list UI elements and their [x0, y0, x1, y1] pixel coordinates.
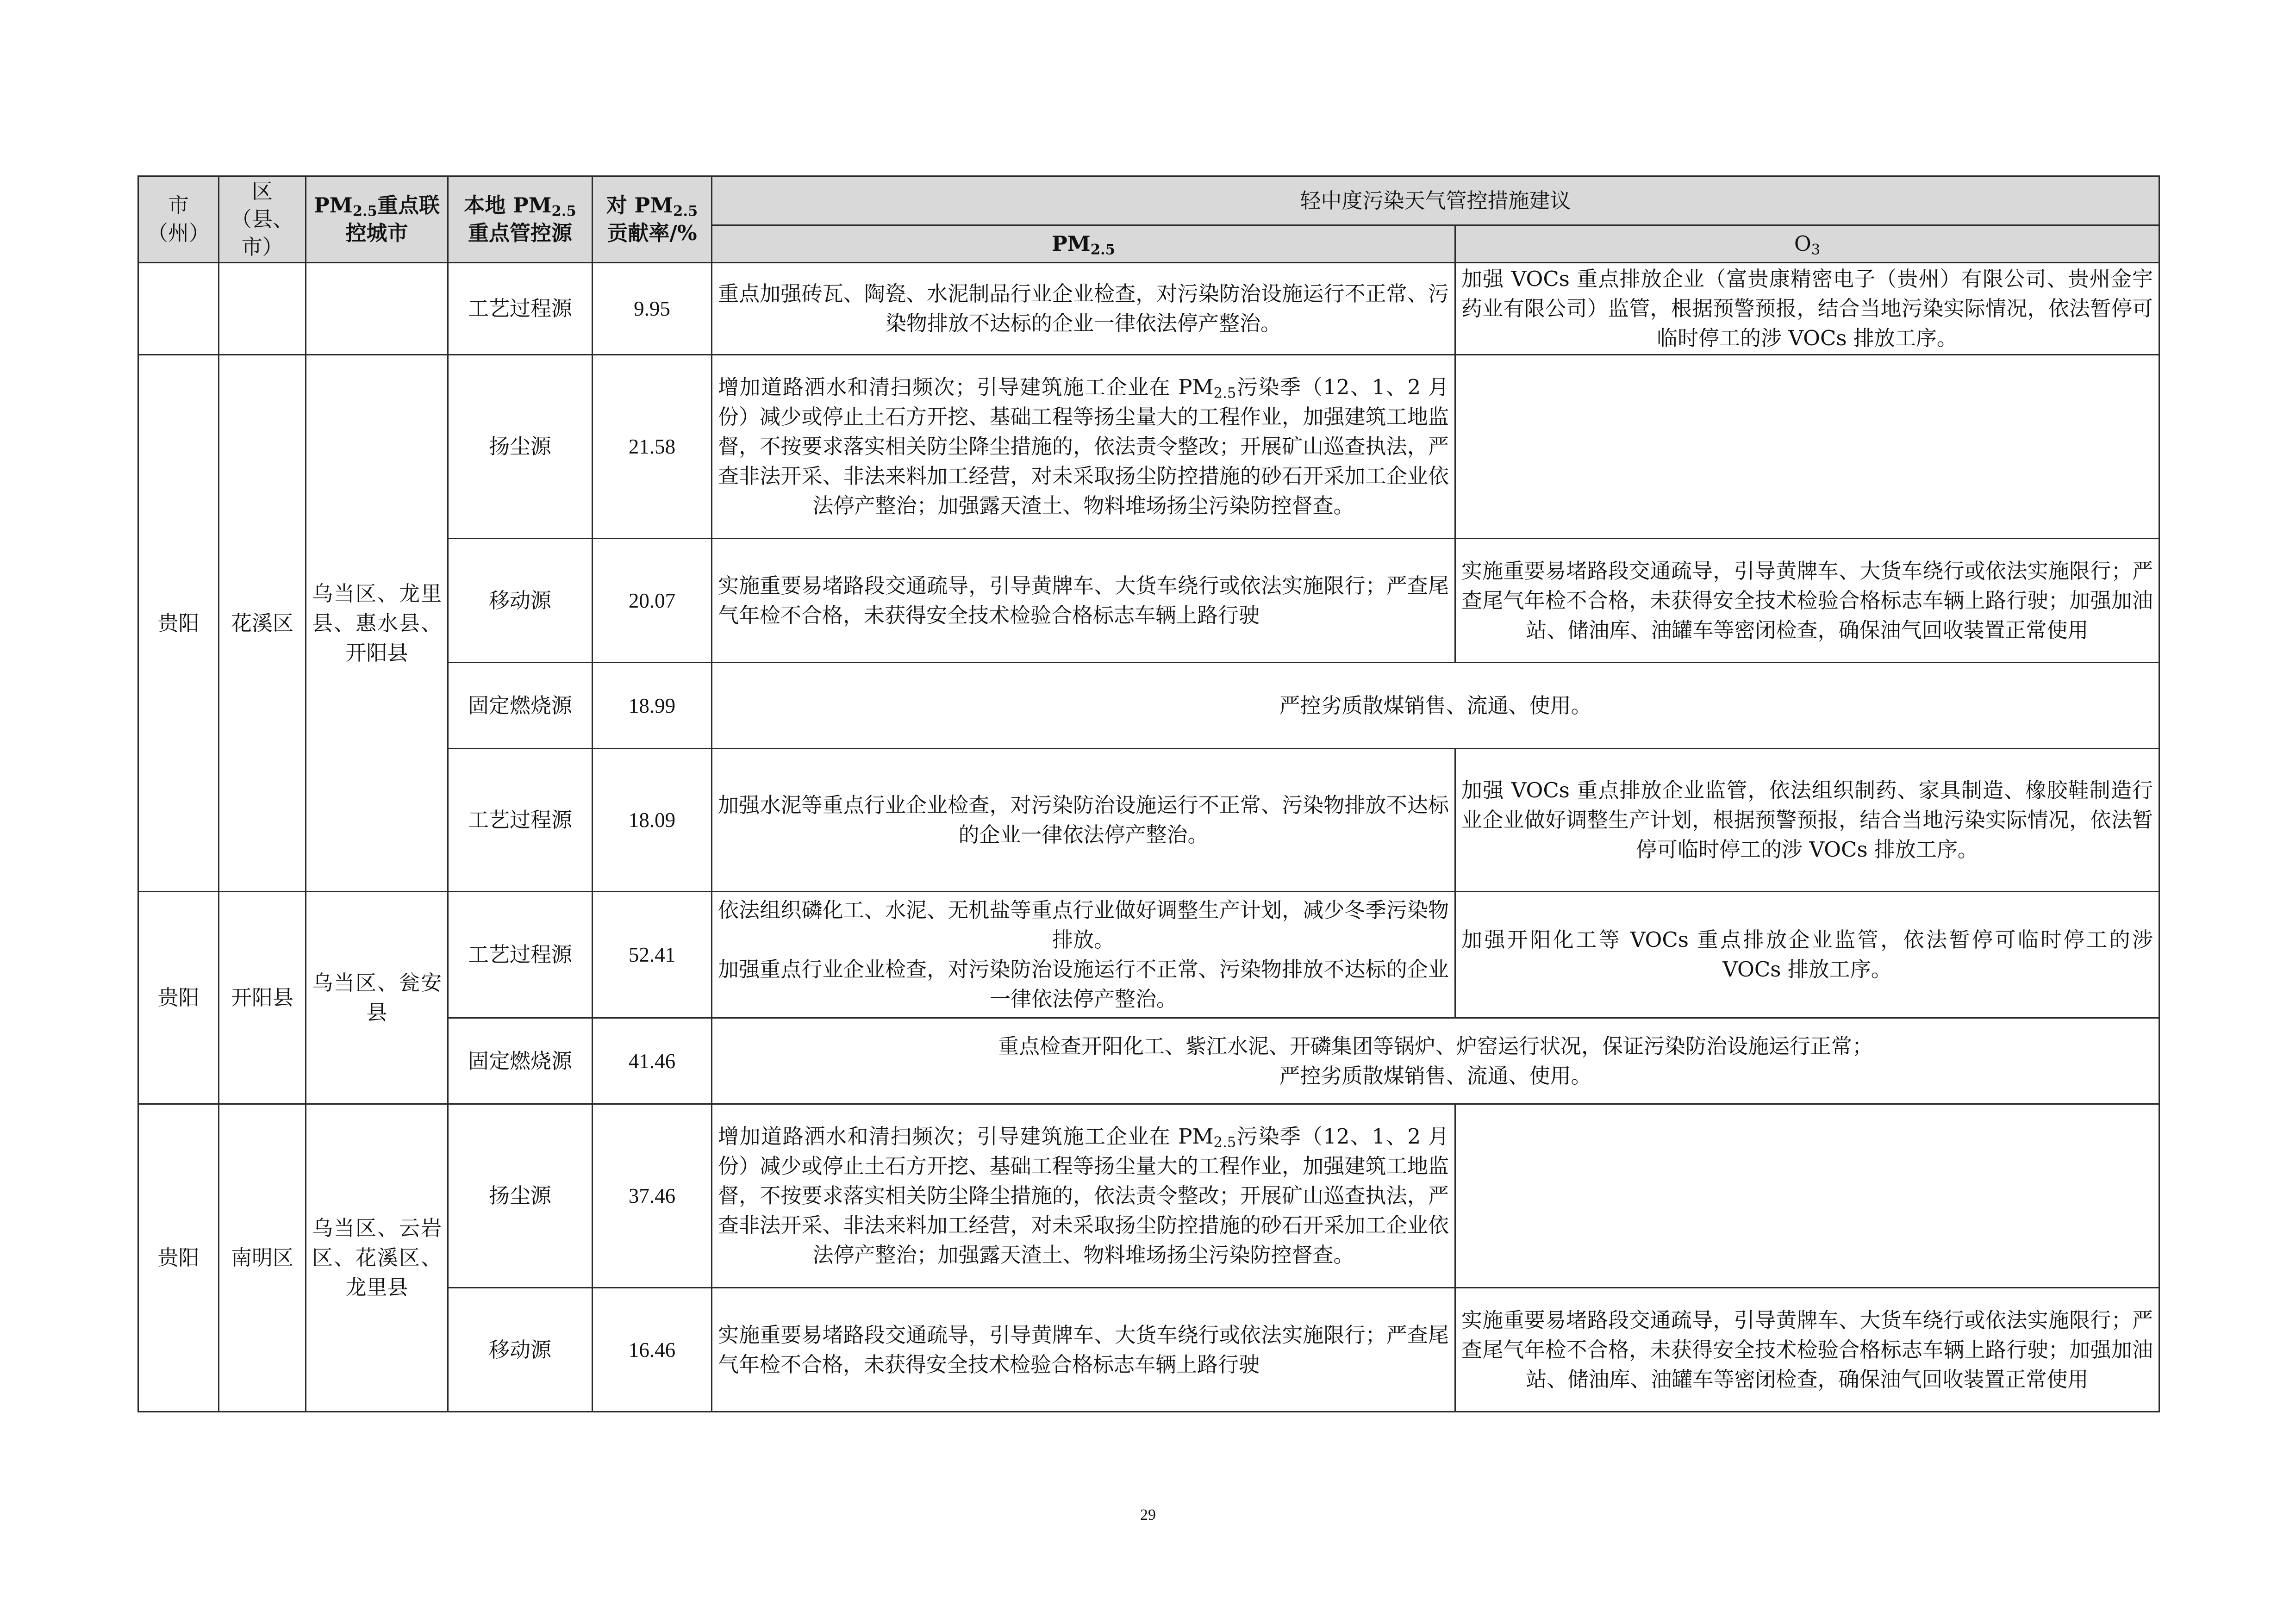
cell-o3-measure: 加强 VOCs 重点排放企业（富贵康精密电子（贵州）有限公司、贵州金宇药业有限公司）监管，根据预警预报，结合当地污染实际情况，依法暂停可临时停工的涉 VOCs 排放工序。: [1455, 263, 2159, 355]
cell-contrib: 21.58: [593, 355, 712, 539]
cell-source: 工艺过程源: [448, 892, 593, 1018]
cell-city-empty: [138, 263, 219, 355]
pm-paragraph-2: 加强重点行业企业检查，对污染防治设施运行不正常、污染物排放不达标的企业一律依法停产整治。: [718, 957, 1449, 1011]
cell-o3-measure: [1455, 355, 2159, 539]
cell-contrib: 9.95: [593, 263, 712, 355]
cell-city: 贵阳: [138, 1104, 219, 1412]
cell-city: 贵阳: [138, 355, 219, 892]
header-city-label: 市（州）: [147, 193, 210, 245]
header-city: [138, 176, 219, 263]
cell-linked: 乌当区、瓮安县: [306, 892, 448, 1104]
header-contrib: [593, 176, 712, 263]
pm-text-a: 增加道路洒水和清扫频次；引导建筑施工企业在 PM: [718, 1124, 1214, 1149]
header-o3-sub: 3: [1811, 242, 1821, 258]
header-contrib-post: 贡献率/%: [607, 221, 697, 245]
cell-contrib: 18.99: [593, 663, 712, 749]
cell-o3-measure: 加强 VOCs 重点排放企业监管，依法组织制药、家具制造、橡胶鞋制造行业企业做好调整生产计划，根据预警预报，结合当地污染实际情况，依法暂停可临时停工的涉 VOCs 排放工序。: [1455, 749, 2159, 892]
cell-city: 贵阳: [138, 892, 219, 1104]
cell-district: 开阳县: [219, 892, 306, 1104]
cell-source: 工艺过程源: [448, 749, 593, 892]
cell-linked-empty: [306, 263, 448, 355]
header-contrib-sub: 2.5: [673, 203, 698, 220]
cell-source: 移动源: [448, 1288, 593, 1412]
header-linked-sub: 2.5: [352, 203, 377, 220]
header-o3: [1455, 225, 2159, 263]
cell-o3-measure: 加强开阳化工等 VOCs 重点排放企业监管，依法暂停可临时停工的涉 VOCs 排放工序。: [1455, 892, 2159, 1018]
cell-pm-measure: [712, 355, 1455, 539]
pm-text-a: 增加道路洒水和清扫频次；引导建筑施工企业在 PM: [718, 375, 1214, 399]
cell-merged-measure: [712, 1018, 2159, 1104]
cell-contrib: 37.46: [593, 1104, 712, 1288]
cell-o3-measure: 实施重要易堵路段交通疏导，引导黄牌车、大货车绕行或依法实施限行；严查尾气年检不合格，未获得安全技术检验合格标志车辆上路行驶；加强加油站、储油库、油罐车等密闭检查，确保油气回收装置正常使用: [1455, 539, 2159, 663]
cell-pm-measure: 重点加强砖瓦、陶瓷、水泥制品行业企业检查，对污染防治设施运行不正常、污染物排放不达标的企业一律依法停产整治。: [712, 263, 1455, 355]
header-measures: [712, 176, 2159, 225]
table-row: [138, 1104, 2159, 1288]
pm-paragraph-1: 依法组织磷化工、水泥、无机盐等重点行业做好调整生产计划，减少冬季污染物排放。: [718, 898, 1449, 952]
header-source-sub: 2.5: [551, 203, 576, 220]
cell-district: 花溪区: [219, 355, 306, 892]
table-row: [138, 355, 2159, 539]
header-linked-city: [306, 176, 448, 263]
cell-district: 南明区: [219, 1104, 306, 1412]
cell-pm-measure: 实施重要易堵路段交通疏导，引导黄牌车、大货车绕行或依法实施限行；严查尾气年检不合格，未获得安全技术检验合格标志车辆上路行驶: [712, 539, 1455, 663]
header-o3-pre: O: [1794, 231, 1811, 256]
cell-pm-measure: [712, 1104, 1455, 1288]
cell-pm-measure: [712, 892, 1455, 1018]
cell-linked: 乌当区、云岩区、花溪区、龙里县: [306, 1104, 448, 1412]
header-source-post: 重点管控源: [468, 221, 572, 245]
header-pm-pre: PM: [1052, 231, 1091, 256]
pm-text-b: 污染季（12、1、2 月份）减少或停止土石方开挖、基础工程等扬尘量大的工程作业，加强建筑工地监督，不按要求落实相关防尘降尘措施的，依法责令整改；开展矿山巡查执法，严查非法开采、非法来料加工经营，对未采取扬尘防控措施的砂石开采加工企业依法停产整治；加强露天渣土、物料堆场扬尘污染防控督查。: [718, 375, 1449, 518]
cell-source: 固定燃烧源: [448, 1018, 593, 1104]
cell-contrib: 16.46: [593, 1288, 712, 1412]
cell-district-empty: [219, 263, 306, 355]
cell-linked: 乌当区、龙里县、惠水县、开阳县: [306, 355, 448, 892]
header-linked-pre: PM: [314, 193, 353, 218]
pm-text-b: 污染季（12、1、2 月份）减少或停止土石方开挖、基础工程等扬尘量大的工程作业，加强建筑工地监督，不按要求落实相关防尘降尘措施的，依法责令整改；开展矿山巡查执法，严查非法开采、非法来料加工经营，对未采取扬尘防控措施的砂石开采加工企业依法停产整治；加强露天渣土、物料堆场扬尘污染防控督查。: [718, 1124, 1449, 1267]
cell-pm-measure: 实施重要易堵路段交通疏导，引导黄牌车、大货车绕行或依法实施限行；严查尾气年检不合格，未获得安全技术检验合格标志车辆上路行驶: [712, 1288, 1455, 1412]
cell-source: 扬尘源: [448, 1104, 593, 1288]
header-district-label: 区（县、市）: [231, 179, 293, 259]
table-row: [138, 263, 2159, 355]
header-source-pre: 本地 PM: [464, 193, 552, 218]
measures-table: [137, 175, 2160, 1412]
table-row: [138, 892, 2159, 1018]
cell-pm-measure: 加强水泥等重点行业企业检查，对污染防治设施运行不正常、污染物排放不达标的企业一律依法停产整治。: [712, 749, 1455, 892]
cell-contrib: 41.46: [593, 1018, 712, 1104]
header-source: [448, 176, 593, 263]
pm-text-sub: 2.5: [1213, 1134, 1236, 1151]
page-number: 29: [1140, 1506, 1156, 1524]
header-pm25: [712, 225, 1455, 263]
header-row-1: [138, 176, 2159, 225]
cell-source: 固定燃烧源: [448, 663, 593, 749]
merged-paragraph-2: 严控劣质散煤销售、流通、使用。: [1279, 1063, 1592, 1088]
header-district: [219, 176, 306, 263]
header-linked-post: 重点联控城市: [345, 193, 440, 245]
header-measures-label: 轻中度污染天气管控措施建议: [1300, 188, 1571, 213]
cell-source: 扬尘源: [448, 355, 593, 539]
cell-contrib: 18.09: [593, 749, 712, 892]
cell-contrib: 52.41: [593, 892, 712, 1018]
header-pm-sub: 2.5: [1090, 241, 1115, 258]
pm-text-sub: 2.5: [1213, 385, 1236, 402]
cell-source: 工艺过程源: [448, 263, 593, 355]
merged-paragraph-1: 重点检查开阳化工、紫江水泥、开磷集团等锅炉、炉窑运行状况，保证污染防治设施运行正常；: [998, 1033, 1873, 1058]
cell-contrib: 20.07: [593, 539, 712, 663]
header-contrib-pre: 对 PM: [606, 193, 674, 218]
cell-o3-measure: [1455, 1104, 2159, 1288]
cell-source: 移动源: [448, 539, 593, 663]
cell-merged-measure: 严控劣质散煤销售、流通、使用。: [712, 663, 2159, 749]
cell-o3-measure: 实施重要易堵路段交通疏导，引导黄牌车、大货车绕行或依法实施限行；严查尾气年检不合格，未获得安全技术检验合格标志车辆上路行驶；加强加油站、储油库、油罐车等密闭检查，确保油气回收装置正常使用: [1455, 1288, 2159, 1412]
